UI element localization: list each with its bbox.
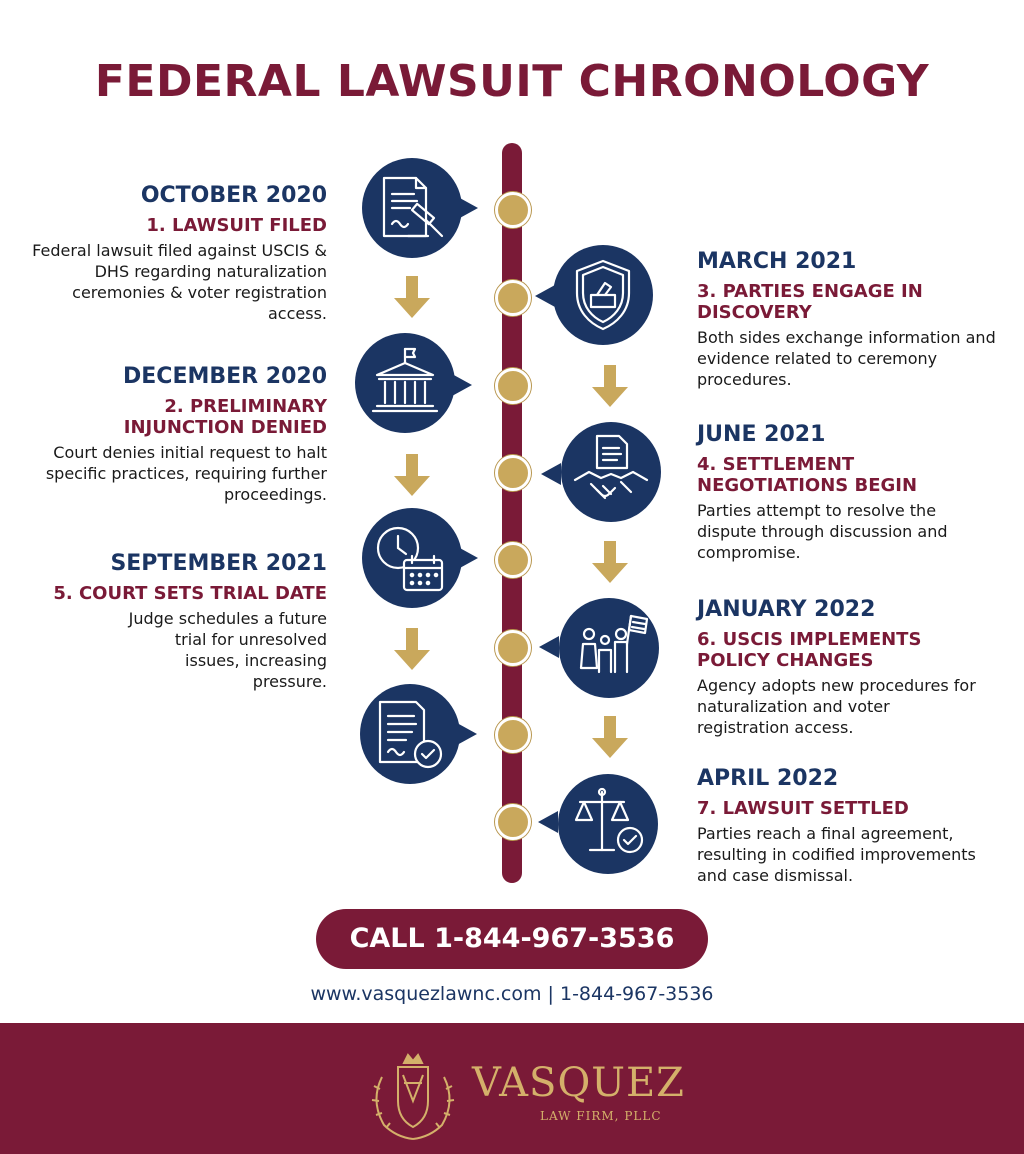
event-heading: 7. LAWSUIT SETTLED bbox=[697, 798, 909, 819]
event-description: Agency adopts new procedures for naturalization and voter registration access. bbox=[697, 676, 976, 737]
bubble-pointer bbox=[538, 811, 558, 833]
event-description: Judge schedules a future trial for unresolved issues, increasing pressure. bbox=[128, 609, 327, 691]
down-arrow-icon bbox=[592, 365, 628, 407]
timeline-dot bbox=[495, 542, 531, 578]
event-heading: 5. COURT SETS TRIAL DATE bbox=[53, 583, 327, 604]
event-date: APRIL 2022 bbox=[697, 766, 839, 791]
bubble-pointer bbox=[539, 636, 559, 658]
timeline-dot bbox=[495, 280, 531, 316]
extra-bubble bbox=[360, 684, 460, 784]
scales-check-icon bbox=[558, 774, 658, 874]
bubble-pointer bbox=[535, 285, 555, 307]
courthouse-icon bbox=[355, 333, 455, 433]
event-4-bubble bbox=[561, 422, 661, 522]
event-date: DECEMBER 2020 bbox=[123, 364, 327, 389]
timeline-dot bbox=[495, 192, 531, 228]
logo-subtitle: LAW FIRM, PLLC bbox=[540, 1109, 662, 1123]
event-1-block bbox=[30, 183, 327, 324]
down-arrow-icon bbox=[394, 628, 430, 670]
timeline-dot bbox=[495, 630, 531, 666]
bubble-pointer bbox=[458, 547, 478, 569]
event-description: Federal lawsuit filed against USCIS & DHS regarding naturalization ceremonies & voter registration access. bbox=[32, 241, 327, 323]
timeline-dot bbox=[495, 368, 531, 404]
event-date: SEPTEMBER 2021 bbox=[110, 551, 327, 576]
bubble-pointer bbox=[452, 374, 472, 396]
timeline-spine bbox=[502, 143, 522, 883]
event-date: JANUARY 2022 bbox=[697, 597, 876, 622]
event-heading: 4. SETTLEMENT NEGOTIATIONS BEGIN bbox=[697, 454, 918, 496]
event-heading: 3. PARTIES ENGAGE IN DISCOVERY bbox=[697, 281, 923, 323]
event-date: JUNE 2021 bbox=[697, 422, 826, 447]
timeline-dot bbox=[495, 717, 531, 753]
shield-ballot-icon bbox=[553, 245, 653, 345]
gavel-document-icon bbox=[362, 158, 462, 258]
event-description: Both sides exchange information and evidence related to ceremony procedures. bbox=[697, 328, 996, 389]
down-arrow-icon bbox=[394, 454, 430, 496]
event-date: MARCH 2021 bbox=[697, 249, 857, 274]
event-3-bubble bbox=[553, 245, 653, 345]
event-5-bubble bbox=[362, 508, 462, 608]
event-2-bubble bbox=[355, 333, 455, 433]
event-description: Court denies initial request to halt specific practices, requiring further proceedings. bbox=[45, 443, 327, 504]
event-heading: 1. LAWSUIT FILED bbox=[146, 215, 327, 236]
page-title: FEDERAL LAWSUIT CHRONOLOGY bbox=[94, 56, 930, 107]
law-firm-crest-icon bbox=[358, 1047, 468, 1143]
bubble-pointer bbox=[541, 463, 561, 485]
timeline-dot bbox=[495, 804, 531, 840]
bubble-pointer bbox=[457, 723, 477, 745]
event-2-block bbox=[30, 364, 327, 505]
event-6-bubble bbox=[559, 598, 659, 698]
event-heading: 2. PRELIMINARY INJUNCTION DENIED bbox=[123, 396, 327, 438]
timeline-dot bbox=[495, 455, 531, 491]
handshake-icon bbox=[561, 422, 661, 522]
down-arrow-icon bbox=[394, 276, 430, 318]
event-3-block bbox=[697, 249, 1002, 390]
event-4-block bbox=[697, 422, 997, 563]
event-description: Parties attempt to resolve the dispute through discussion and compromise. bbox=[697, 501, 948, 562]
event-heading: 6. USCIS IMPLEMENTS POLICY CHANGES bbox=[697, 629, 922, 671]
family-flag-icon bbox=[559, 598, 659, 698]
logo-name: VASQUEZ bbox=[472, 1060, 685, 1106]
down-arrow-icon bbox=[592, 716, 628, 758]
document-check-icon bbox=[360, 684, 460, 784]
call-button[interactable]: CALL 1-844-967-3536 bbox=[316, 909, 708, 969]
bubble-pointer bbox=[458, 197, 478, 219]
event-1-bubble bbox=[362, 158, 462, 258]
clock-calendar-icon bbox=[362, 508, 462, 608]
event-7-block bbox=[697, 766, 997, 886]
down-arrow-icon bbox=[592, 541, 628, 583]
event-description: Parties reach a final agreement, resulting in codified improvements and case dismissal. bbox=[697, 824, 976, 885]
event-5-block bbox=[20, 551, 327, 692]
website-link[interactable]: www.vasquezlawnc.com | 1-844-967-3536 bbox=[310, 983, 714, 1005]
event-date: OCTOBER 2020 bbox=[140, 183, 327, 208]
event-6-block bbox=[697, 597, 997, 738]
event-7-bubble bbox=[558, 774, 658, 874]
